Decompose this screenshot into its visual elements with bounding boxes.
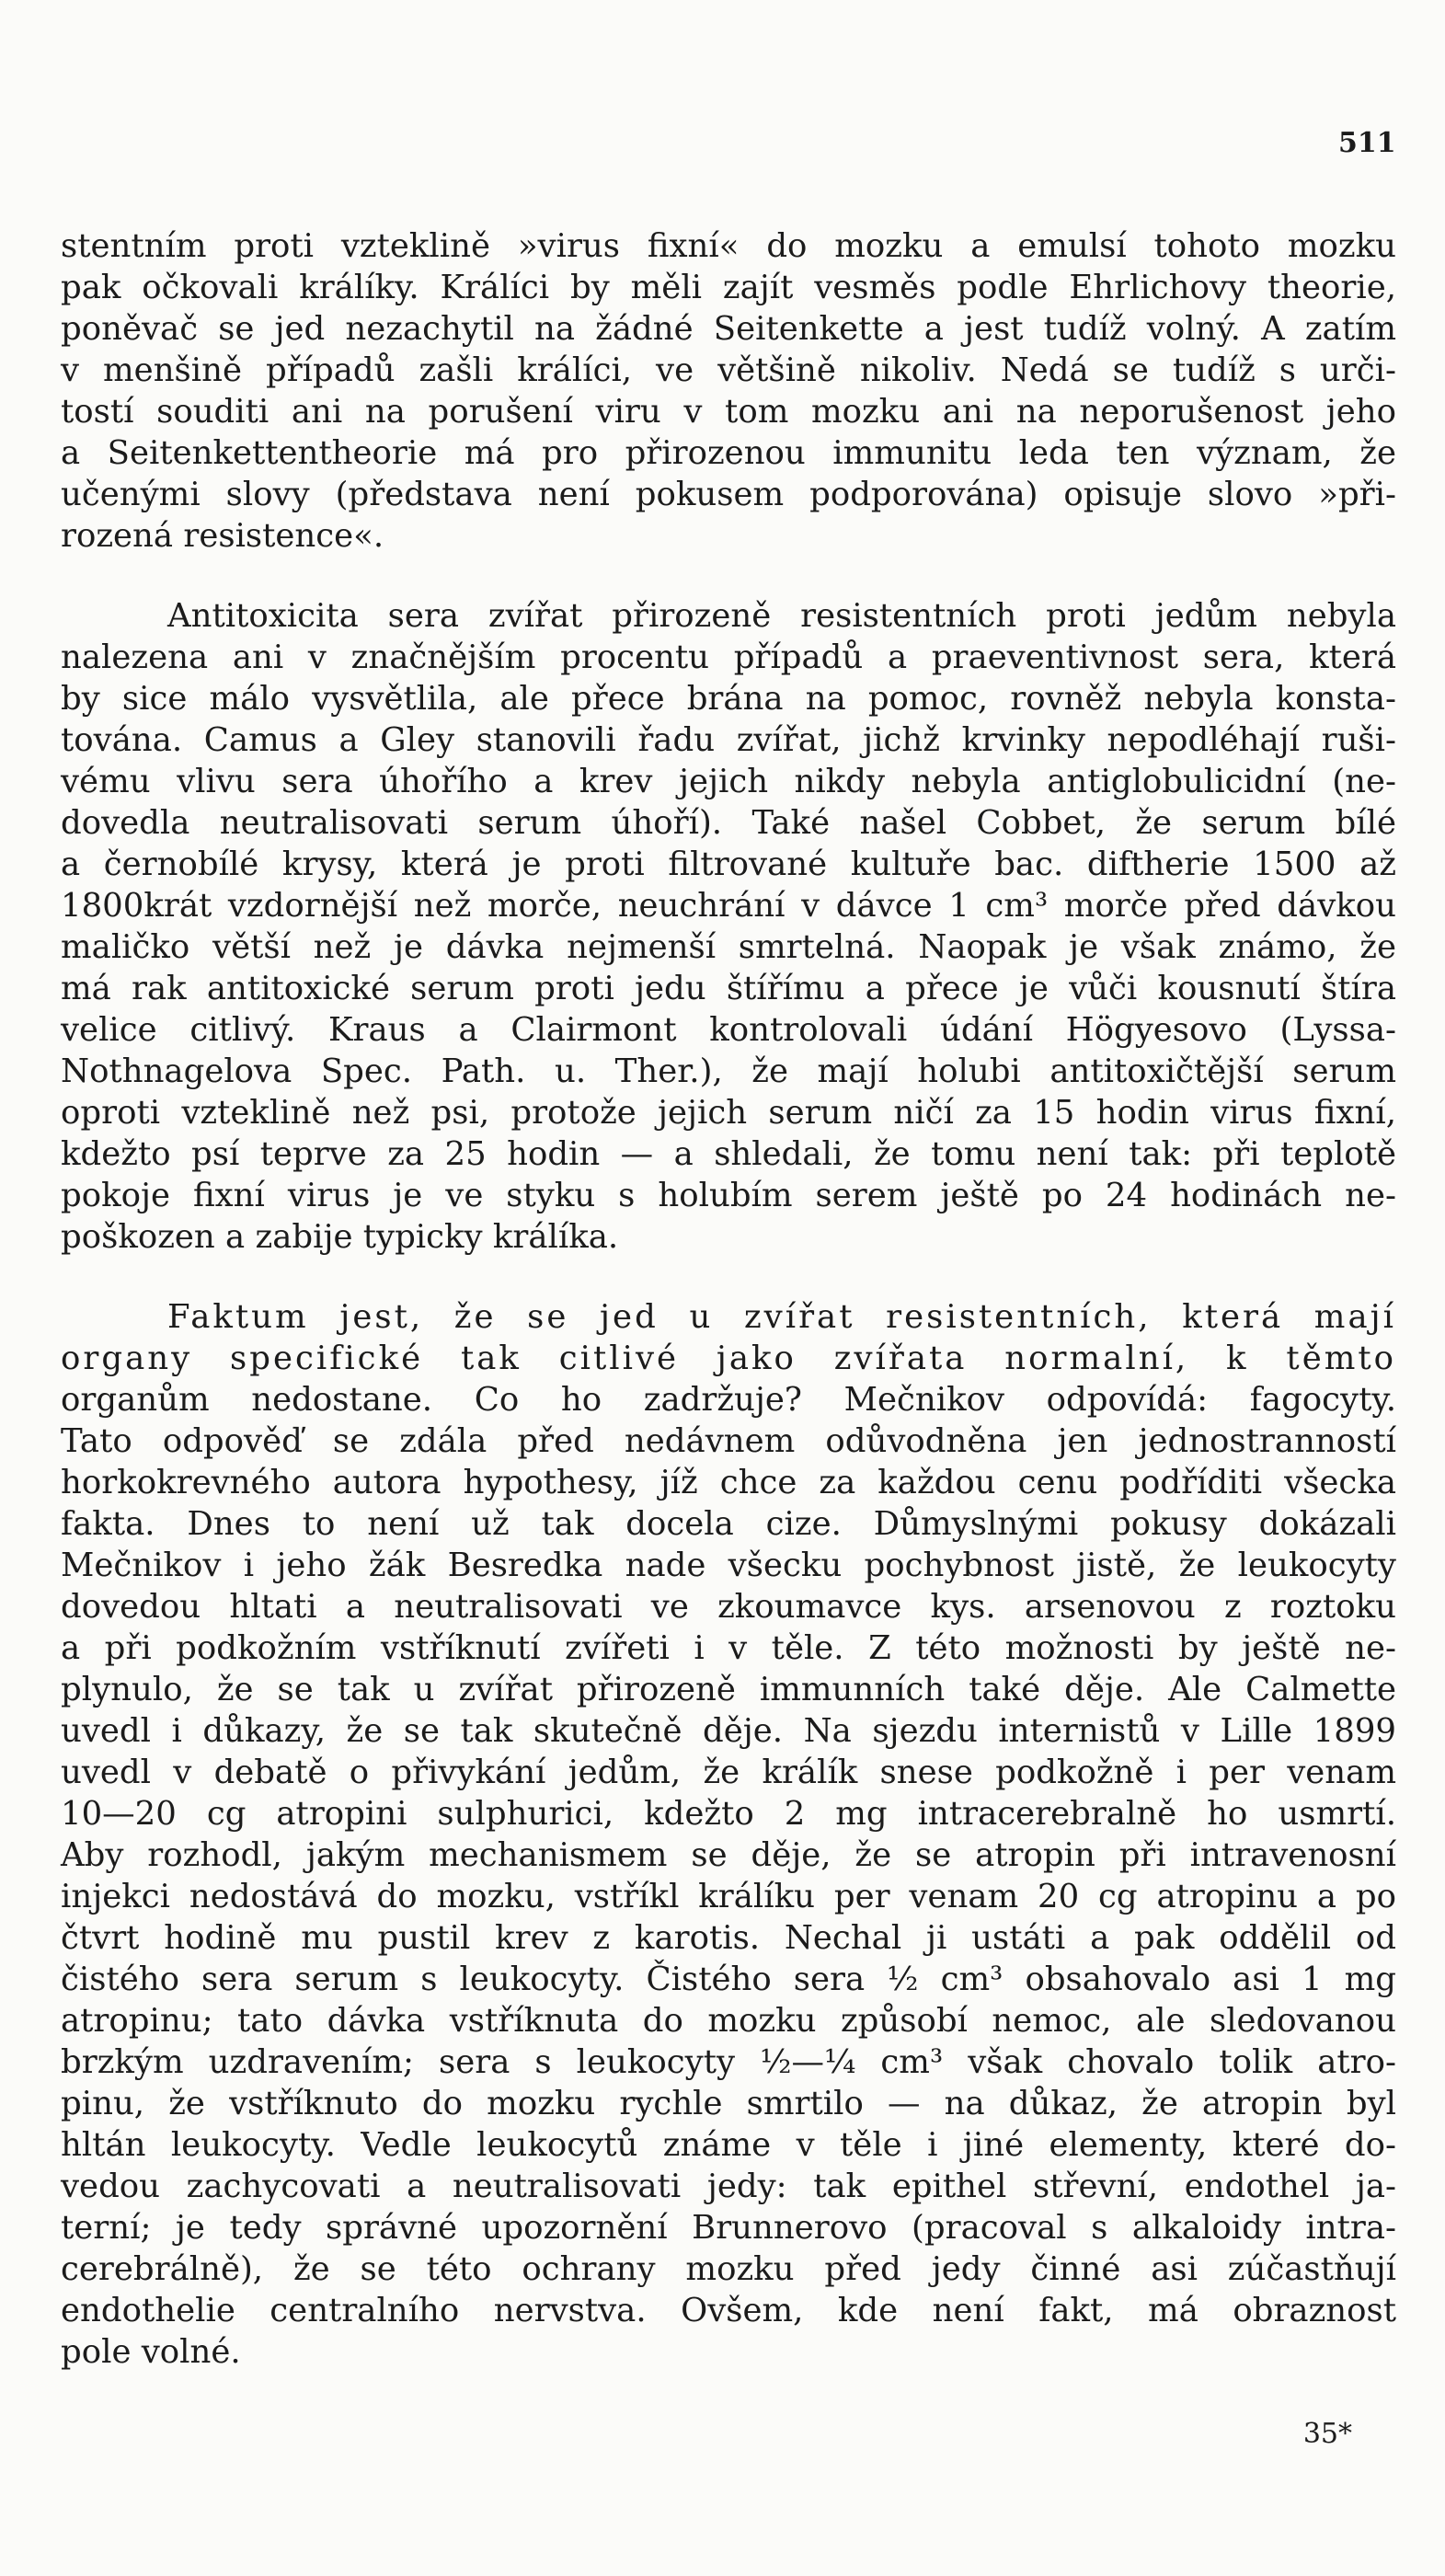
text-line: vému vlivu sera úhořího a krev jejich nikdy nebyla antiglobulicidní (ne-	[61, 763, 1396, 800]
text-line: poškozen a zabije typicky králíka.	[61, 1218, 619, 1256]
text-line: injekci nedostává do mozku, vstříkl králíku per venam 20 cg atropinu a po	[61, 1878, 1396, 1915]
text-line: rozená resistence«.	[61, 517, 384, 555]
text-line: stentním proti vzteklině »virus fixní« do mozku a emulsí tohoto mozku	[61, 227, 1396, 265]
text-line: Aby rozhodl, jakým mechanismem se děje, že se atropin při intravenosní	[61, 1836, 1396, 1874]
text-line: 1800krát vzdornější než morče, neuchrání v dávce 1 cm³ morče před dávkou	[61, 887, 1396, 925]
text-line: Tato odpověď se zdála před nedávnem odůvodněna jen jednostranností	[61, 1422, 1396, 1460]
paragraph-3	[61, 1296, 1396, 2373]
text-line: učenými slovy (představa není pokusem podporována) opisuje slovo »při-	[61, 476, 1396, 513]
text-line: 10—20 cg atropini sulphurici, kdežto 2 mg intracerebralně ho usmrtí.	[61, 1795, 1396, 1833]
text-line: Antitoxicita sera zvířat přirozeně resistentních proti jedům nebyla	[167, 597, 1396, 635]
emphasis-line: organy specifické tak citlivé jako zvířata normalní, k těmto	[61, 1340, 1396, 1377]
text-line: velice citlivý. Kraus a Clairmont kontrolovali údání Högyesovo (Lyssa-	[61, 1011, 1396, 1049]
text-line: pinu, že vstříknuto do mozku rychle smrtilo — na důkaz, že atropin byl	[61, 2085, 1396, 2122]
text-line: terní; je tedy správné upozornění Brunnerovo (pracoval s alkaloidy intra-	[61, 2209, 1396, 2247]
text-line: endothelie centralního nervstva. Ovšem, kde není fakt, má obraznost	[61, 2292, 1396, 2329]
emphasis-line: Faktum jest, že se jed u zvířat resistentních, která mají	[167, 1298, 1396, 1336]
text-line: by sice málo vysvětlila, ale přece brána na pomoc, rovněž nebyla konsta-	[61, 680, 1396, 718]
text-line: má rak antitoxické serum proti jedu štířímu a přece je vůči kousnutí štíra	[61, 970, 1396, 1007]
text-line: pak očkovali králíky. Králíci by měli zajít vesměs podle Ehrlichovy theorie,	[61, 269, 1396, 306]
text-line: pokoje fixní virus je ve styku s holubím serem ještě po 24 hodinách ne-	[61, 1177, 1396, 1214]
text-line: v menšině případů zašli králíci, ve většině nikoliv. Nedá se tudíž s urči-	[61, 351, 1396, 389]
paragraph-gap	[61, 557, 1396, 595]
paragraph-2	[61, 595, 1396, 1258]
text-line: uvedl i důkazy, že se tak skutečně děje. Na sjezdu internistů v Lille 1899	[61, 1712, 1396, 1750]
paragraph-gap	[61, 1258, 1396, 1296]
text-line: Nothnagelova Spec. Path. u. Ther.), že mají holubi antitoxičtější serum	[61, 1052, 1396, 1090]
text-line: oproti vzteklině než psi, protože jejich serum ničí za 15 hodin virus fixní,	[61, 1094, 1396, 1132]
signature-mark: 35*	[1302, 2418, 1352, 2450]
text-line: poněvač se jed nezachytil na žádné Seitenkette a jest tudíž volný. A zatím	[61, 310, 1396, 348]
text-line: a černobílé krysy, která je proti filtrované kultuře bac. diftherie 1500 až	[61, 845, 1396, 883]
text-line: dovedou hltati a neutralisovati ve zkoumavce kys. arsenovou z roztoku	[61, 1588, 1396, 1626]
text-line: brzkým uzdravením; sera s leukocyty ½—¼ cm³ však chovalo tolik atro-	[61, 2043, 1396, 2081]
text-line: fakta. Dnes to není už tak docela cize. Důmyslnými pokusy dokázali	[61, 1505, 1396, 1543]
text-line: dovedla neutralisovati serum úhoří). Také našel Cobbet, že serum bílé	[61, 804, 1396, 842]
text-line: atropinu; tato dávka vstříknuta do mozku způsobí nemoc, ale sledovanou	[61, 2002, 1396, 2040]
text-line: organům nedostane. Co ho zadržuje? Mečnikov odpovídá: fagocyty.	[61, 1381, 1396, 1419]
page-number: 511	[1338, 127, 1396, 159]
text-line: nalezena ani v značnějším procentu případů a praeventivnost sera, která	[61, 638, 1396, 676]
text-line: pole volné.	[61, 2333, 241, 2371]
text-line: a Seitenkettentheorie má pro přirozenou immunitu leda ten význam, že	[61, 434, 1396, 472]
text-line: Mečnikov i jeho žák Besredka nade všecku pochybnost jistě, že leukocyty	[61, 1547, 1396, 1584]
text-line: horkokrevného autora hypothesy, jíž chce za každou cenu podříditi všecka	[61, 1464, 1396, 1501]
body-text	[61, 225, 1396, 2373]
text-line: tována. Camus a Gley stanovili řadu zvířat, jichž krvinky nepodléhají ruši-	[61, 721, 1396, 759]
text-line: plynulo, že se tak u zvířat přirozeně immunních také děje. Ale Calmette	[61, 1671, 1396, 1708]
text-line: kdežto psí teprve za 25 hodin — a shledali, že tomu není tak: při teplotě	[61, 1135, 1396, 1173]
text-line: maličko větší než je dávka nejmenší smrtelná. Naopak je však známo, že	[61, 928, 1396, 966]
text-line: čistého sera serum s leukocyty. Čistého sera ½ cm³ obsahovalo asi 1 mg	[61, 1961, 1396, 1998]
paragraph-1	[61, 225, 1396, 557]
text-line: a při podkožním vstříknutí zvířeti i v těle. Z této možnosti by ještě ne-	[61, 1629, 1396, 1667]
text-line: tostí souditi ani na porušení viru v tom mozku ani na neporušenost jeho	[61, 393, 1396, 431]
text-line: cerebrálně), že se této ochrany mozku před jedy činné asi zúčastňují	[61, 2250, 1396, 2288]
text-line: čtvrt hodině mu pustil krev z karotis. Nechal ji ustáti a pak oddělil od	[61, 1919, 1396, 1957]
text-line: uvedl v debatě o přivykání jedům, že králík snese podkožně i per venam	[61, 1754, 1396, 1791]
text-line: hltán leukocyty. Vedle leukocytů známe v těle i jiné elementy, které do-	[61, 2126, 1396, 2164]
text-line: vedou zachycovati a neutralisovati jedy: tak epithel střevní, endothel ja-	[61, 2168, 1396, 2205]
